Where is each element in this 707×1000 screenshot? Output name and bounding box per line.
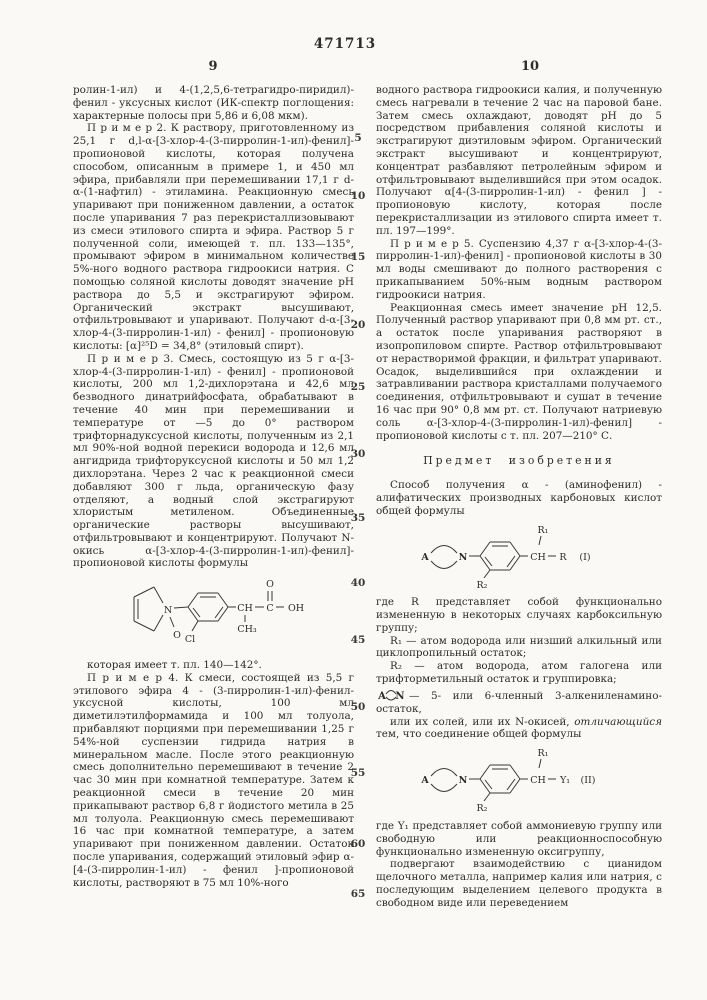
line-number: 55 — [350, 767, 366, 779]
r2-label: R₂ — [476, 579, 488, 589]
r2-label: R₂ — [476, 803, 488, 813]
claim-text: или их солей, или их N-окисей, — [390, 715, 575, 728]
general-formula-1-figure — [376, 523, 662, 593]
line-number: 65 — [350, 888, 366, 900]
paragraph-ring-definition — [376, 686, 662, 716]
right-column — [376, 84, 662, 910]
general-formula-2 — [412, 746, 626, 812]
r1-label: R₁ — [537, 748, 549, 760]
chlorine-label: Cl — [184, 634, 195, 646]
r1-label: R₁ — [537, 524, 549, 536]
hydroxyl-label: OH — [287, 603, 304, 615]
svg-text:N: N — [395, 690, 405, 702]
paragraph-r2-definition: R₂ — атом водорода, атом галогена или трифторметильный остаток и группировка; — [376, 660, 662, 686]
paragraph: подвергают взаимодействию с цианидом щелочного металла, например калия или натрия, с последующим выделением целевого продукта в свободном виде или переведением — [376, 858, 662, 909]
line-number: 45 — [350, 634, 366, 646]
paragraph: Реакционная смесь имеет значение pH 12,5. Полученный раствор упаривают при 0,8 мм рт. ст., а остаток после упаривания растворяют в изопропиловом спирте. Раствор отфильтровывают от нерастворимой фракции, и фильтрат упаривают. Осадок, выделившийся при охлаждении и затравливании раствора кристаллами получаемого соединения, отфильтровывают и сушат в течение 16 час при 90° 0,8 мм рт. ст. Получают натриевую соль α-[3-хлор-4-(3-пирролин-1-ил)-фенил] - пропионовой кислоты с т. пл. 207—210° С. — [376, 301, 662, 442]
general-formula-2-figure — [376, 746, 662, 816]
section-heading-subject-of-invention: Предмет изобретения — [423, 454, 615, 468]
formula-number: (I) — [579, 551, 591, 563]
paragraph: где R представляет собой функционально измененную в некоторых случаях карбоксильную группу; — [376, 596, 662, 634]
page-number-right: 10 — [520, 59, 540, 74]
line-number: 10 — [350, 190, 366, 202]
line-number: 50 — [350, 701, 366, 713]
ch-label: CH — [530, 551, 546, 563]
formula-number: (II) — [580, 775, 596, 787]
line-number: 20 — [350, 319, 366, 331]
carbonyl-oxygen-label: O — [265, 579, 274, 591]
paragraph-r1-definition: R₁ — атом водорода или низший алкильный или циклопропильный остаток; — [376, 634, 662, 660]
claim-text-italic: отличающийся — [574, 715, 662, 728]
patent-number: 471713 — [313, 36, 377, 52]
paragraph-example-5: П р и м е р 5. Суспензию 4,37 г α-[3-хлор-4-(3-пирролин-1-ил)-фенил] - пропионовой кислоты в 30 мл воды смешивают до полного растворения с прикапыванием 50%-ным водным раствором гидроокиси натрия. — [376, 237, 662, 301]
line-number: 60 — [350, 838, 366, 850]
carbonyl-carbon-label: C — [265, 603, 274, 615]
paragraph: которая имеет т. пл. 140—142°. — [87, 659, 262, 672]
ring-a-label: A — [421, 551, 429, 563]
r-label: R — [559, 551, 567, 563]
line-number: 40 — [350, 577, 366, 589]
ring-n-label: N — [458, 775, 468, 787]
paragraph-example-2: П р и м е р 2. К раствору, приготовленному из 25,1 г d,l-α-[3-хлор-4-(3-пирролин-1-ил)-фенил]-пропионовой кислоты, которая получена способом, описанным в примере 1, и 450 мл эфира, прибавляли при перемешивании 17,1 г d-α-(1-нафтил) - этиламина. Реакционную смесь упаривают при пониженном давлении, а остаток после упаривания 7 раз перекристаллизовывают из смеси этилового спирта и эфира. Раствор 5 г полученной соли, имеющей т. пл. 133—135°, промывают эфиром в минимальном количестве 5%-ного водного раствора гидроокиси натрия. С помощью соляной кислоты доводят значение pH раствора до 5,5 и экстрагируют эфиром. Органический экстракт высушивают, отфильтровывают и упаривают. Получают d-α-[3-хлор-4-(3-пирролин-1-ил) - фенил] - пропионовую кислоты: [α]²⁵D = 34,8° (этиловый спирт). — [73, 122, 354, 352]
ring-n-label: N — [458, 551, 468, 563]
paragraph: Способ получения α - (аминофенил) - алифатических производных карбоновых кислот общей формулы — [376, 479, 662, 517]
ring-definition-text: — 5- или 6-членный 3-алкениленамино-остаток, — [376, 689, 662, 715]
line-number: 25 — [350, 381, 366, 393]
paragraph-claim — [376, 716, 662, 742]
line-number: 5 — [354, 132, 362, 144]
ch-label: CH — [236, 603, 253, 615]
chemical-structure-noxide — [108, 575, 320, 651]
nitrogen-label: N — [163, 605, 172, 617]
page-number-left: 9 — [208, 59, 218, 74]
line-number: 35 — [350, 512, 366, 524]
svg-text:A: A — [378, 690, 386, 702]
general-formula-1 — [412, 523, 626, 589]
oxide-oxygen-label: O — [172, 630, 181, 642]
chemical-structure-noxide-figure — [73, 575, 354, 655]
paragraph-example-3: П р и м е р 3. Смесь, состоящую из 5 г α-[3-хлор-4-(3-пирролин-1-ил) - фенил] - пропионовой кислоты, 200 мл 1,2-дихлорэтана и 42,6 мл безводного динатрийфосфата, обрабатывают в течение 40 мин при перемешивании и температуре от —5 до 0° раствором трифторнадуксусной кислоты, полученным из 2,1 мл 90%-ной водной перекиси водорода и 12,6 мл ангидрида трифторуксусной кислоты и 50 мл 1,2 дихлорэтана. Через 2 час к реакционной смеси добавляют 300 г льда, органическую фазу отделяют, а водный слой экстрагируют хлористым метиленом. Объединенные органические растворы высушивают, отфильтровывают и концентрируют. Получают N-окись α-[3-хлор-4-(3-пирролин-1-ил)-фенил]-пропионовой кислоты формулы — [73, 352, 354, 570]
paragraph: ролин-1-ил) и 4-(1,2,5,6-тетрагидро-пиридил)-фенил - уксусных кислот (ИК-спектр поглощения: характерные полосы при 5,86 и 6,08 мкм). — [73, 84, 354, 122]
claim-text: тем, что соединение общей формулы — [376, 728, 582, 741]
ch-label: CH — [530, 775, 546, 787]
line-number: 30 — [350, 448, 366, 460]
y1-label: Y₁ — [559, 775, 571, 787]
ring-a-label: A — [421, 775, 429, 787]
paragraph-y1-definition: где Y₁ представляет собой аммониевую группу или свободную или реакционноспособную функционально измененную оксигруппу, — [376, 820, 662, 858]
paragraph-example-4: П р и м е р 4. К смеси, состоящей из 5,5 г этилового эфира 4 - (3-пирролин-1-ил)-фенил-уксусной кислоты, 100 мл диметилэтилформамида и 100 мл толуола, прибавляют порциями при перемешивании 1,25 г 54%-ной суспензии гидрида натрия в минеральном масле. После этого реакционную смесь дополнительно перемешивают в течение 2 час 30 мин при комнатной температуре. Затем к реакционной смеси в течение 20 мин прикапывают раствор 6,8 г йодистого метила в 25 мл толуола. Реакционную смесь перемешивают 16 час при комнатной температуре, а затем упаривают при пониженном давлении. Остаток после упаривания, содержащий этиловый эфир α-[4-(3-пирролин-1-ил) - фенил ]-пропионовой кислоты, растворяют в 75 мл 10%-ного — [73, 671, 354, 889]
line-number: 15 — [350, 251, 366, 263]
methyl-label: CH₃ — [236, 624, 257, 636]
left-column — [73, 84, 354, 889]
paragraph: водного раствора гидроокиси калия, и полученную смесь нагревали в течение 2 час на паровой бане. Затем смесь охлаждают, доводят pH до 5 посредством прибавления соляной кислоты и экстрагируют диэтиловым эфиром. Органический экстракт высушивают и концентрируют, концентрат разбавляют петролейным эфиром и отфильтровывают выделившийся при этом осадок. Получают α[4-(3-пирролин-1-ил) - фенил ] - пропионовую кислоту, которая после перекристаллизации из этилового спирта имеет т. пл. 197—199°. — [376, 84, 662, 237]
amine-ring-symbol-icon — [376, 686, 406, 703]
